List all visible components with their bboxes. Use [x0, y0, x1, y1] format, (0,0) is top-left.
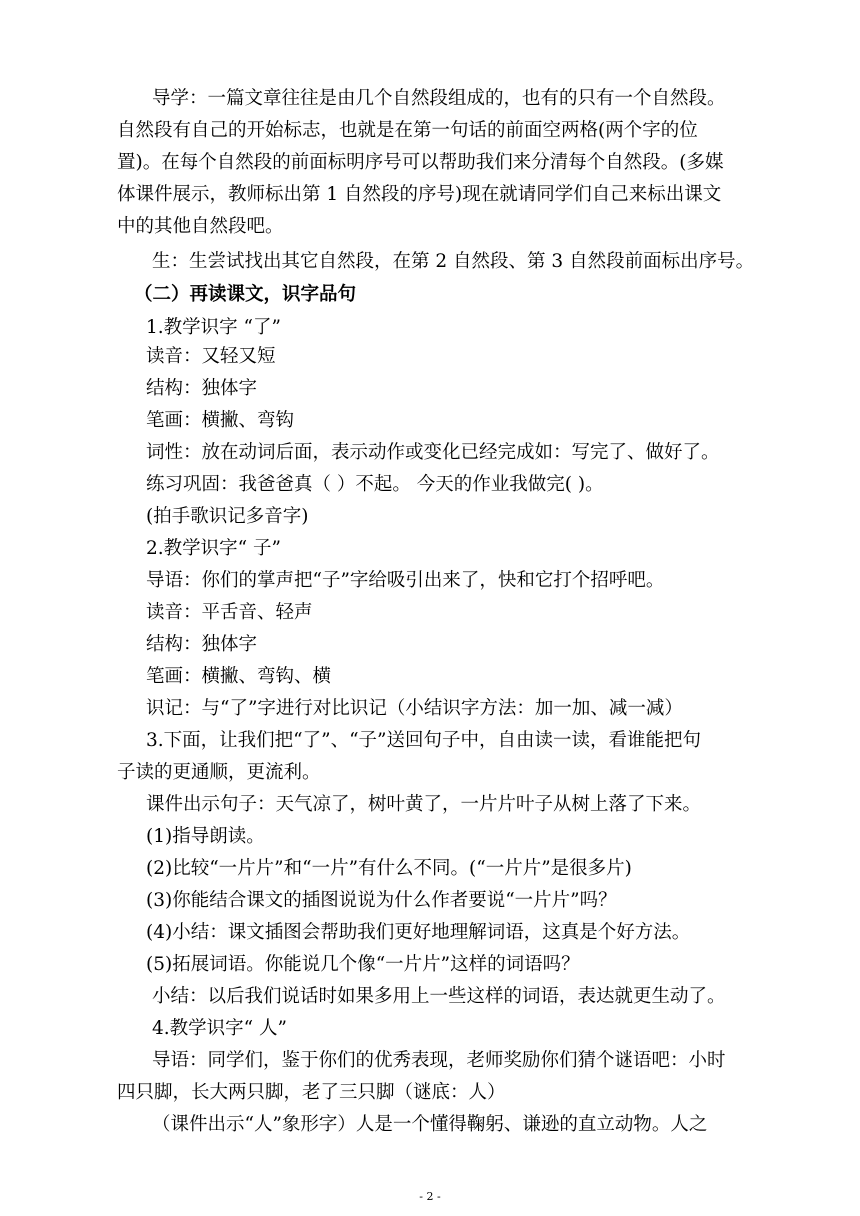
paragraph-line: 结构：独体字 [146, 378, 258, 399]
paragraph-line: 置)。在每个自然段的前面标明序号可以帮助我们来分清每个自然段。(多媒 [117, 152, 724, 173]
paragraph-line: (拍手歌识记多音字) [146, 506, 309, 527]
paragraph-line: 四只脚，长大两只脚，老了三只脚（谜底：人） [117, 1082, 506, 1103]
paragraph-line: 3.下面，让我们把“了”、“子”送回句子中，自由读一读，看谁能把句 [146, 730, 701, 751]
paragraph-line: 课件出示句子：天气凉了，树叶黄了，一片片叶子从树上落了下来。 [146, 794, 702, 815]
paragraph-line: 读音：平舌音、轻声 [146, 602, 313, 623]
page-number: - 2 - [419, 1190, 441, 1203]
paragraph-line: 识记：与“了”字进行对比识记（小结识字方法：加一加、减一减） [146, 698, 683, 719]
paragraph-line: 中的其他自然段吧。 [117, 216, 284, 237]
paragraph-line: (1)指导朗读。 [146, 826, 265, 847]
paragraph-line: (2)比较“一片片”和“一片”有什么不同。(“一片片”是很多片) [146, 858, 632, 879]
paragraph-line: 自然段有自己的开始标志，也就是在第一句话的前面空两格(两个字的位 [117, 120, 698, 141]
paragraph-line: 导学：一篇文章往往是由几个自然段组成的，也有的只有一个自然段。 [152, 88, 726, 109]
paragraph-line: 生：生尝试找出其它自然段，在第 2 自然段、第 3 自然段前面标出序号。 [152, 251, 755, 272]
paragraph-line: 结构：独体字 [146, 634, 258, 655]
paragraph-line: （课件出示“人”象形字）人是一个懂得鞠躬、谦逊的直立动物。人之 [152, 1114, 708, 1135]
paragraph-line: 导语：你们的掌声把“子”字给吸引出来了，快和它打个招呼吧。 [146, 570, 665, 591]
paragraph-line: 子读的更通顺，更流利。 [117, 762, 321, 783]
paragraph-line: 读音：又轻又短 [146, 346, 276, 367]
paragraph-line: 导语：同学们，鉴于你们的优秀表现，老师奖励你们猜个谜语吧：小时 [152, 1050, 726, 1071]
paragraph-line: 体课件展示，教师标出第 1 自然段的序号)现在就请同学们自己来标出课文 [117, 184, 722, 205]
paragraph-line: 4.教学识字“ 人” [152, 1018, 287, 1039]
paragraph-line: 2.教学识字“ 子” [146, 538, 281, 559]
paragraph-line: (5)拓展词语。你能说几个像“一片片”这样的词语吗？ [146, 954, 580, 975]
paragraph-line: 词性：放在动词后面，表示动作或变化已经完成如：写完了、做好了。 [146, 442, 720, 463]
paragraph-line: (4)小结：课文插图会帮助我们更好地理解词语，这真是个好方法。 [146, 922, 691, 943]
paragraph-line: 小结：以后我们说话时如果多用上一些这样的词语，表达就更生动了。 [152, 986, 726, 1007]
paragraph-line: 练习巩固：我爸爸真（ ）不起。 今天的作业我做完( )。 [146, 474, 604, 495]
section-heading: （二）再读课文，识字品句 [134, 284, 357, 305]
paragraph-line: 1.教学识字 “了” [146, 317, 281, 338]
paragraph-line: 笔画：横撇、弯钩 [146, 410, 295, 431]
paragraph-line: (3)你能结合课文的插图说说为什么作者要说“一片片”吗？ [146, 890, 617, 911]
paragraph-line: 笔画：横撇、弯钩、横 [146, 666, 332, 687]
